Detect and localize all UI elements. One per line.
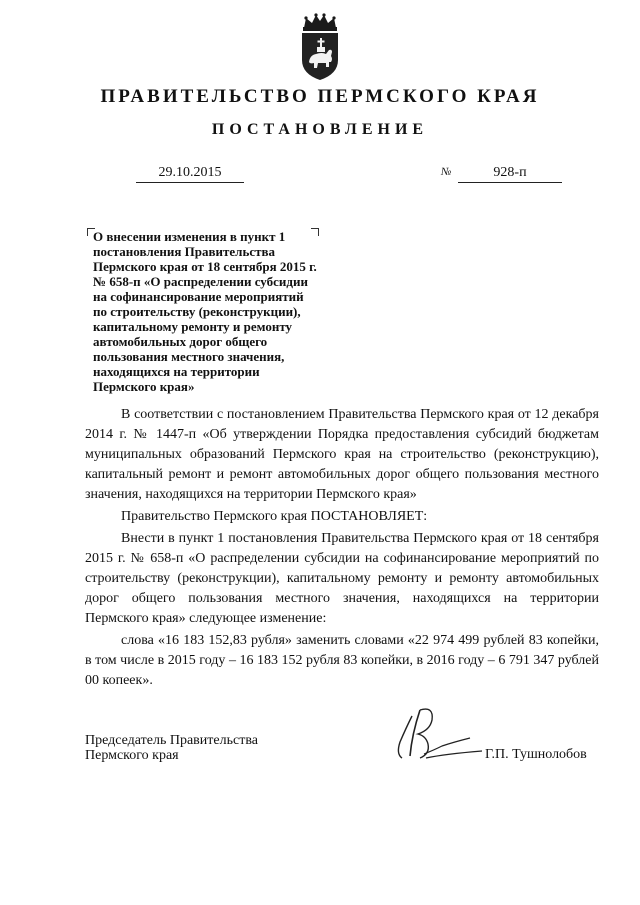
body-paragraph: слова «16 183 152,83 рубля» заменить словами «22 974 499 рублей 83 копейки, в том числе в 2015 году – 16 183 152 рубля 83 копейки, в 2016 году – 6 791 347 рублей 00 копеек».: [85, 633, 599, 688]
subject-line: Пермского края»: [93, 379, 195, 394]
document-number: 928-п: [458, 164, 562, 183]
signer-role: [85, 733, 325, 763]
body-paragraph: В соответствии с постановлением Правительства Пермского края от 12 декабря 2014 г. № 1447-п «Об утверждении Порядка предоставления субсидий бюджетам муниципальных образований Пермского края на строительство (реконструкцию), капитальный ремонт и ремонт автомобильных дорог общего пользования местного значения, находящихся на территории Пермского края»: [85, 407, 599, 502]
document-subject: [93, 229, 355, 394]
body-paragraph: Правительство Пермского края ПОСТАНОВЛЯЕТ:: [121, 509, 428, 524]
subject-line: пользования местного значения,: [93, 349, 285, 364]
subject-line: постановления Правительства: [93, 244, 275, 259]
subject-line: О внесении изменения в пункт 1: [93, 229, 286, 244]
subject-corner-mark-right: [311, 228, 319, 236]
signer-name: Г.П. Тушнолобов: [485, 747, 587, 762]
signer-role-line: Председатель Правительства: [85, 733, 258, 748]
subject-line: автомобильных дорог общего: [93, 334, 268, 349]
subject-line: Пермского края от 18 сентября 2015 г.: [93, 259, 317, 274]
subject-line: на софинансирование мероприятий: [93, 289, 304, 304]
subject-line: находящихся на территории: [93, 364, 260, 379]
number-label: №: [441, 166, 452, 178]
government-title: ПРАВИТЕЛЬСТВО ПЕРМСКОГО КРАЯ: [100, 86, 540, 107]
document-date: 29.10.2015: [136, 164, 244, 183]
subject-line: по строительству (реконструкции),: [93, 304, 301, 319]
body-paragraph: Внести в пункт 1 постановления Правительства Пермского края от 18 сентября 2015 г. № 658-п «О распределении субсидии на софинансирование мероприятий по строительству (реконструкции), капитальному ремонту и ремонту автомобильных дорог общего пользования местного значения, находящихся на территории Пермского края» следующее изменение:: [85, 531, 599, 626]
handwritten-signature: [390, 704, 485, 771]
signer-role-line: Пермского края: [85, 748, 179, 763]
coat-of-arms-icon: [296, 12, 344, 87]
subject-line: № 658-п «О распределении субсидии: [93, 274, 308, 289]
subject-corner-mark-left: [87, 228, 95, 236]
document-body: [85, 405, 599, 691]
subject-line: капитальному ремонту и ремонту: [93, 319, 293, 334]
document-type: ПОСТАНОВЛЕНИЕ: [211, 121, 429, 138]
